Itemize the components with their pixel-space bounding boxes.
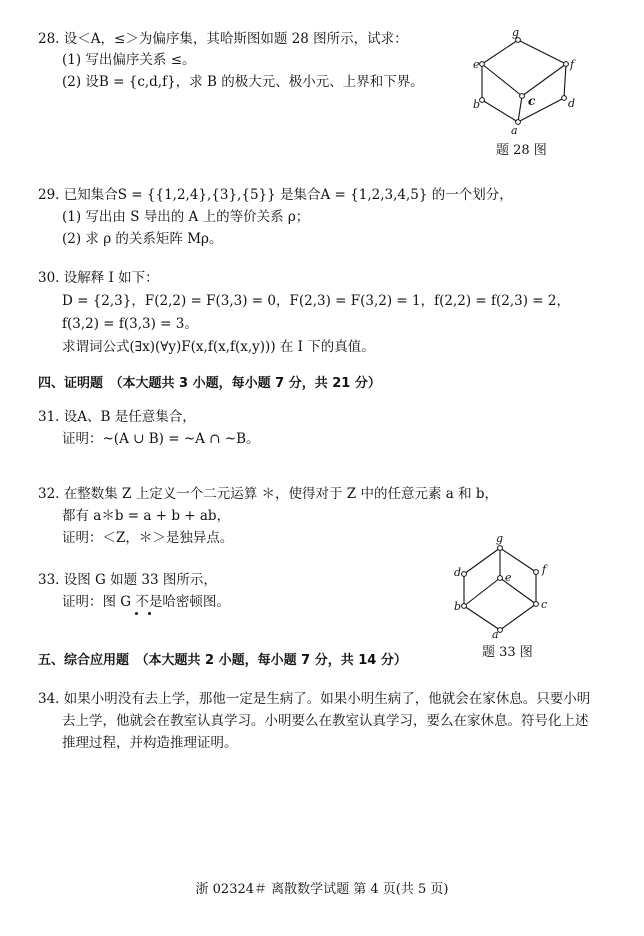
page-footer: 浙 02324＃ 离散数学试题 第 4 页(共 5 页) <box>195 882 449 897</box>
hasse28-node-c <box>520 94 525 99</box>
hasse28-node-e <box>480 62 485 67</box>
graph33-node-g <box>498 546 503 551</box>
q30-line2: f(3,2) = f(3,3) = 3。 <box>62 316 198 332</box>
graph33-label-a: a <box>492 628 499 641</box>
q32-stem: 32. 在整数集 Z 上定义一个二元运算 ＊，使得对于 Z 中的任意元素 a 和 b， <box>38 486 499 502</box>
hasse28-node-f <box>564 62 569 67</box>
q34-line2: 去上学，他就会在教室认真学习。小明要么在教室认真学习，要么在家休息。符号化上述 <box>62 713 589 729</box>
graph33-label-g: g <box>496 532 504 545</box>
graph33-label-f: f <box>542 563 547 576</box>
graph33-node-f <box>534 570 539 575</box>
graph33-node-c <box>534 602 539 607</box>
section-5-heading: 五、综合应用题 （本大题共 2 小题，每小题 7 分，共 14 分） <box>38 653 407 668</box>
q32-line1: 都有 a＊b = a + b + ab， <box>62 508 231 524</box>
q28-part2: (2) 设B = {c,d,f}，求 B 的极大元、极小元、上界和下界。 <box>62 74 424 90</box>
figure-28-caption: 题 28 图 <box>496 143 547 158</box>
q29-stem: 29. 已知集合S = {{1,2,4},{3},{5}} 是集合A = {1,2,3,4,5} 的一个划分， <box>38 187 513 203</box>
q30-line3: 求谓词公式(∃x)(∀y)F(x,f(x,f(x,y))) 在 I 下的真值。 <box>62 339 375 355</box>
hasse28-label-e: e <box>473 58 480 71</box>
graph-33 <box>452 532 562 641</box>
q29-part2: (2) 求 ρ 的关系矩阵 Mρ。 <box>62 231 223 247</box>
graph33-node-d <box>462 572 467 577</box>
hasse28-label-f: f <box>570 58 575 71</box>
hasse28-label-c: c <box>528 94 536 108</box>
graph33-label-d: d <box>454 566 462 579</box>
q33-stem: 33. 设图 G 如题 33 图所示， <box>38 572 217 588</box>
q34-line1: 34. 如果小明没有去上学，那他一定是生病了。如果小明生病了，他就会在家休息。只要小明 <box>38 691 591 707</box>
hasse28-label-b: b <box>473 98 481 111</box>
graph33-label-e: e <box>505 571 512 584</box>
figure-33-caption: 题 33 图 <box>482 645 533 660</box>
graph33-label-c: c <box>541 598 548 611</box>
graph33-label-b: b <box>454 600 462 613</box>
q30-line1: D = {2,3}，F(2,2) = F(3,3) = 0，F(2,3) = F(3,2) = 1，f(2,2) = f(2,3) = 2， <box>62 293 570 309</box>
hasse-diagram-28 <box>470 26 580 140</box>
section-4-heading: 四、证明题 （本大题共 3 小题，每小题 7 分，共 21 分） <box>38 376 381 391</box>
q31-stem: 31. 设A、B 是任意集合， <box>38 409 196 425</box>
q33-proof: 证明：图 G 不是哈密顿图。 <box>62 594 230 610</box>
hasse28-label-a: a <box>511 124 518 137</box>
hasse28-label-g: g <box>512 26 520 39</box>
hasse28-node-b <box>480 98 485 103</box>
graph33-node-e <box>498 576 503 581</box>
q28-part1: (1) 写出偏序关系 ≤。 <box>62 52 196 68</box>
q29-part1: (1) 写出由 S 导出的 A 上的等价关系 ρ； <box>62 209 310 225</box>
emphasis-dots <box>135 612 155 616</box>
q31-proof: 证明：~(A ∪ B) = ~A ∩ ~B。 <box>62 431 260 447</box>
q34-line3: 推理过程，并构造推理证明。 <box>62 735 238 751</box>
hasse28-label-d: d <box>568 97 576 110</box>
hasse28-node-d <box>562 96 567 101</box>
graph33-node-b <box>462 604 467 609</box>
q32-proof: 证明：＜Z，＊＞是独异点。 <box>62 530 234 546</box>
q30-stem: 30. 设解释 I 如下： <box>38 270 159 286</box>
q28-stem: 28. 设＜A，≤＞为偏序集，其哈斯图如题 28 图所示，试求： <box>38 31 408 47</box>
